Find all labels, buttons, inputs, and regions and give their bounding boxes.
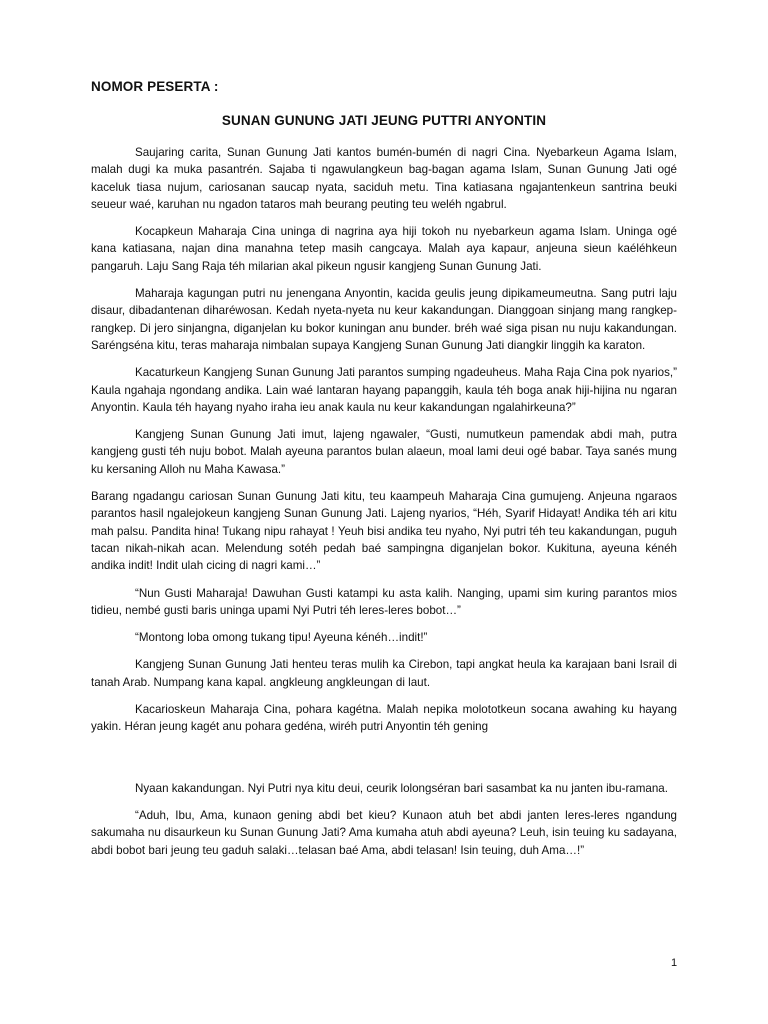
story-body: [91, 144, 677, 869]
paragraph: Nyaan kakandungan. Nyi Putri nya kitu deui, ceurik lolongséran bari sasambat ka nu janten ibu-ramana.: [135, 781, 668, 795]
paragraph: “Montong loba omong tukang tipu! Ayeuna kénéh…indit!”: [135, 631, 428, 645]
paragraph: Kocapkeun Maharaja Cina uninga di nagrina aya hiji tokoh nu nyebarkeun agama Islam. Uninga ogé kana katiasana, najan dina manahna tetep masih cangcaya. Malah aya kapaur, anjeuna sieun kaéléhkeun pangaruh. Laju Sang Raja téh milarian akal pikeun ngusir kangjeng Sunan Gunung Jati.: [91, 225, 677, 273]
paragraph: Kangjeng Sunan Gunung Jati imut, lajeng ngawaler, “Gusti, numutkeun pamendak abdi mah, putra kangjeng gusti téh nuju bobot. Malah ayeuna parantos bulan alaeun, moal lami deui ogé babar. Taya sanés mung ku kersaning Alloh nu Maha Kawasa.”: [91, 428, 677, 476]
paragraph: Kacaturkeun Kangjeng Sunan Gunung Jati parantos sumping ngadeuheus. Maha Raja Cina pok nyarios,” Kaula ngahaja ngondang andika. Lain waé lantaran hayang papanggih, kaula téh boga anak hiji-hijina nu ngaran Anyontin. Kaula téh hayang nyaho iraha ieu anak kaula nu keur kakandungan ngalahirkeuna?”: [91, 366, 677, 414]
participant-number-label: NOMOR PESERTA :: [91, 79, 219, 94]
paragraph: Maharaja kagungan putri nu jenengana Anyontin, kacida geulis jeung dipikameumeutna. Sang putri laju disaur, dibadantenan diharéwosan. Kedah nyeta-nyeta nu keur kakandungan. Dianggoan sinjang mang rangkep-rangkep. Di jero sinjangna, diganjelan ku bokor kuningan anu bunder. bréh waé siga pisan nu nuju kakandungan. Saréngséna kitu, teras maharaja nimbalan supaya Kangjeng Sunan Gunung Jati diangkir linggih ka karaton.: [91, 287, 677, 352]
story-title: SUNAN GUNUNG JATI JEUNG PUTTRI ANYONTIN: [221, 113, 547, 128]
paragraph: “Nun Gusti Maharaja! Dawuhan Gusti katampi ku asta kalih. Nanging, upami sim kuring parantos mios tidieu, nembé gusti baris uninga upami Nyi Putri téh leres-leres bobot…”: [91, 586, 677, 617]
paragraph: “Aduh, Ibu, Ama, kunaon gening abdi bet kieu? Kunaon atuh bet abdi janten leres-leres ngandung sakumaha nu disaurkeun ku Sunan Gunung Jati? Ama kumaha atuh abdi ayeuna? Leuh, isin teuing ku sadayana, abdi bobot bari jeung teu gaduh salaki…telasan baé Ama, abdi telasan! Isin teuing, duh Ama…!”: [91, 808, 677, 857]
paragraph: Kangjeng Sunan Gunung Jati henteu teras mulih ka Cirebon, tapi angkat heula ka karajaan bani Israil di tanah Arab. Numpang kana kapal. angkleung angkleungan di laut.: [91, 658, 677, 689]
paragraph: Kacarioskeun Maharaja Cina, pohara kagétna. Malah nepika molototkeun socana awahing ku hayang yakin. Héran jeung kagét anu pohara gedéna, wiréh putri Anyontin téh gening: [91, 703, 677, 734]
paragraph: Barang ngadangu cariosan Sunan Gunung Jati kitu, teu kaampeuh Maharaja Cina gumujeng. Anjeuna ngaraos parantos hasil ngalejokeun kangjeng Sunan Gunung Jati. Lajeng nyarios, “Héh, Syarif Hidayat! Andika téh ari kitu mah palsu. Pandita hina! Tukang nipu rahayat ! Yeuh bisi andika teu nyaho, Nyi putri téh teu kakandungan, puguh tacan nikah-nikah acan. Melendung sotéh pedah baé sampingna diganjelan bokor. Kukituna, ayeuna kénéh andika indit! Indit ulah cicing di nagri kami…”: [91, 490, 677, 573]
paragraph: Saujaring carita, Sunan Gunung Jati kantos bumén-bumén di nagri Cina. Nyebarkeun Agama Islam, malah dugi ka muka pasantrén. Sajaba ti ngawulangkeun bag-bagan agama Islam, Sunan Gunung Jati ogé kaceluk tiasa nujum, cariosanan saucap nyata, saciduh metu. Tina katiasana ngajantenkeun santrina beuki seueur waé, karuhan nu ngadon tataros mah beurang peuting teu weléh ngabrul.: [91, 146, 677, 211]
page-number: 1: [671, 957, 678, 969]
